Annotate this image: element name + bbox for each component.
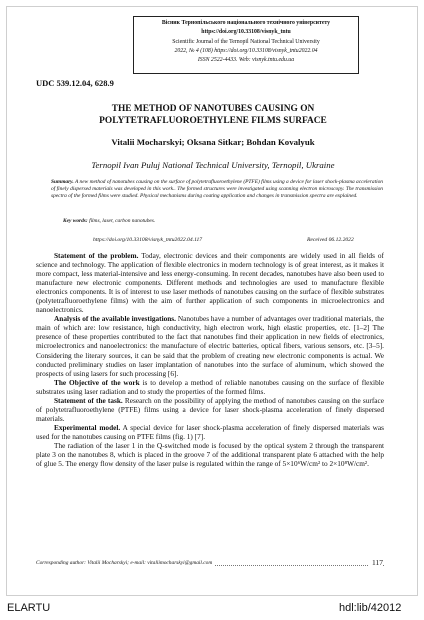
paragraph-experimental-model [36,423,384,441]
journal-name-en: Scientific Journal of the Ternopil National Technical University [172,38,320,45]
paragraph-heading: The Objective of the work [54,377,140,387]
paragraph-text: A special device for laser shock-plasma acceleration of finely dispersed materials was used for the nanotubes causing on PTFE films (fig. 1) [7]. [36,422,384,441]
keywords-text: films, laser, carbon nanotubes. [87,218,156,224]
journal-issue: 2022, № 4 (108) https://doi.org/10.33108/visnyk_tntu2022.04 [174,47,318,54]
journal-issn: ISSN 2522-4433. Web: visnyk.tntu.edu.ua [197,57,295,64]
journal-name-ua: Вісник Тернопільського національного технічного університету [161,20,331,26]
paper-title-line-1: THE METHOD OF NANOTUBES CAUSING ON [111,104,315,114]
paragraph-text: Research on the possibility of applying the method of nanotubes causing on the surface of polytetrafluoroethylene (PTFE) films using a device for laser shock-plasma acceleration of finely dispersed materials. [36,395,384,423]
paragraph-text: The radiation of the laser 1 in the Q-switched mode is focused by the optical system 2 through the transparent plate 3 on the nanotubes 8, which is placed in the groove 7 of the additional transparent plate 6 attached with the help of glue 5. The energy flow density of the laser pulse is regulated within the range of 5×10⁶W/cm² to 2×10⁸W/cm². [36,440,384,469]
paragraph-radiation [36,441,384,468]
received-date: Received 06.12.2022 [307,237,354,243]
paper-authors: Vitalii Mocharskyi; Oksana Sitkar; Bohdan Kovalyuk [111,137,315,147]
paragraph-heading: Statement of the task. [54,395,123,405]
paragraph-objective [36,378,384,396]
paragraph-statement-of-problem [36,251,384,314]
keywords [63,218,155,224]
paragraph-task [36,396,384,423]
article-doi[interactable]: https://doi.org/10.33108/visnyk_tntu2022.04.117 [93,237,203,243]
article-body [36,251,384,468]
paper-title [27,104,399,127]
paragraph-heading: Experimental model. [54,422,121,432]
paragraph-text: Nanotubes have a number of advantages over traditional materials, the main of which are: low resistance, high conductivity, high electron work, high elastic properties, etc. [1–2] The presence of these properties contributed to the fact that nanotubes find their application in new fields of electronics, microelectronics and nanoelectronics: the manufacture of electric batteries, optical fibers, various sensors, etc. [3–5]. Considering the literary sources, it can be said that the problem of creating new electronic components is actual. We conducted preliminary studies on laser implantation of nanotubes into the surface of aluminum, which showed the prospects of using lasers for such processing [6]. [36,314,384,378]
journal-header-box [133,16,359,74]
paper-page [6,6,418,596]
paragraph-text: is to develop a method of reliable nanotubes causing on the surface of flexible substrates using laser radiation and to study the properties of the formed films. [36,377,385,396]
abstract-label: Summary. [51,179,74,185]
paragraph-analysis [36,314,384,377]
abstract [51,179,383,201]
repository-watermark: ELARTU [7,602,51,614]
paragraph-heading: Analysis of the available investigations. [54,314,176,324]
corresponding-author: Corresponding author: Vitalii Mocharskyi; e-mail: vitaliimocharskyi@gmail.com [36,560,215,566]
paragraph-text: Today, electronic devices and their components are widely used in all fields of science and technology. The application of flexible electronics in modern technology is of great interest, as it makes it more compact, less material-intensive and less energy-consuming. In recent decades, nanotubes have also been used to manufacture new electronic components. Different methods and technologies are used to manufacture flexible electronics components. It is of interest to use laser methods of nanotubes causing on the surface of flexible substrates (polytetrafluoroethylene films) with the aim of further application of such components in microelectronics and nanoelectronics. [36,251,384,315]
handle-watermark: hdl:lib/42012 [339,602,402,614]
journal-doi-link[interactable]: https://doi.org/10.33108/visnyk_tntu [201,29,291,36]
paragraph-heading: Statement of the problem. [54,251,139,260]
paper-title-line-2: POLYTETRAFLUOROETHYLENE FILMS SURFACE [99,115,327,126]
keywords-label: Key words: [63,218,88,224]
abstract-text: A new method of nanotubes causing on the surface of polytetrafluoroethylene (PTFE) films using a device for laser shock-plasma acceleration of finely dispersed materials was developed in this work.. The formed structures were investigated using scanning electron microscopy. The transmission spectra of the formed films were studied. Physical mechanisms during coating application and changes in transmission spectra are explained. [51,179,383,200]
page-number: 117 [369,558,383,567]
udc-code: UDC 539.12.04, 628.9 [36,78,114,88]
author-affiliation: Ternopil Ivan Puluj National Technical University, Ternopil, Ukraine [91,160,335,170]
